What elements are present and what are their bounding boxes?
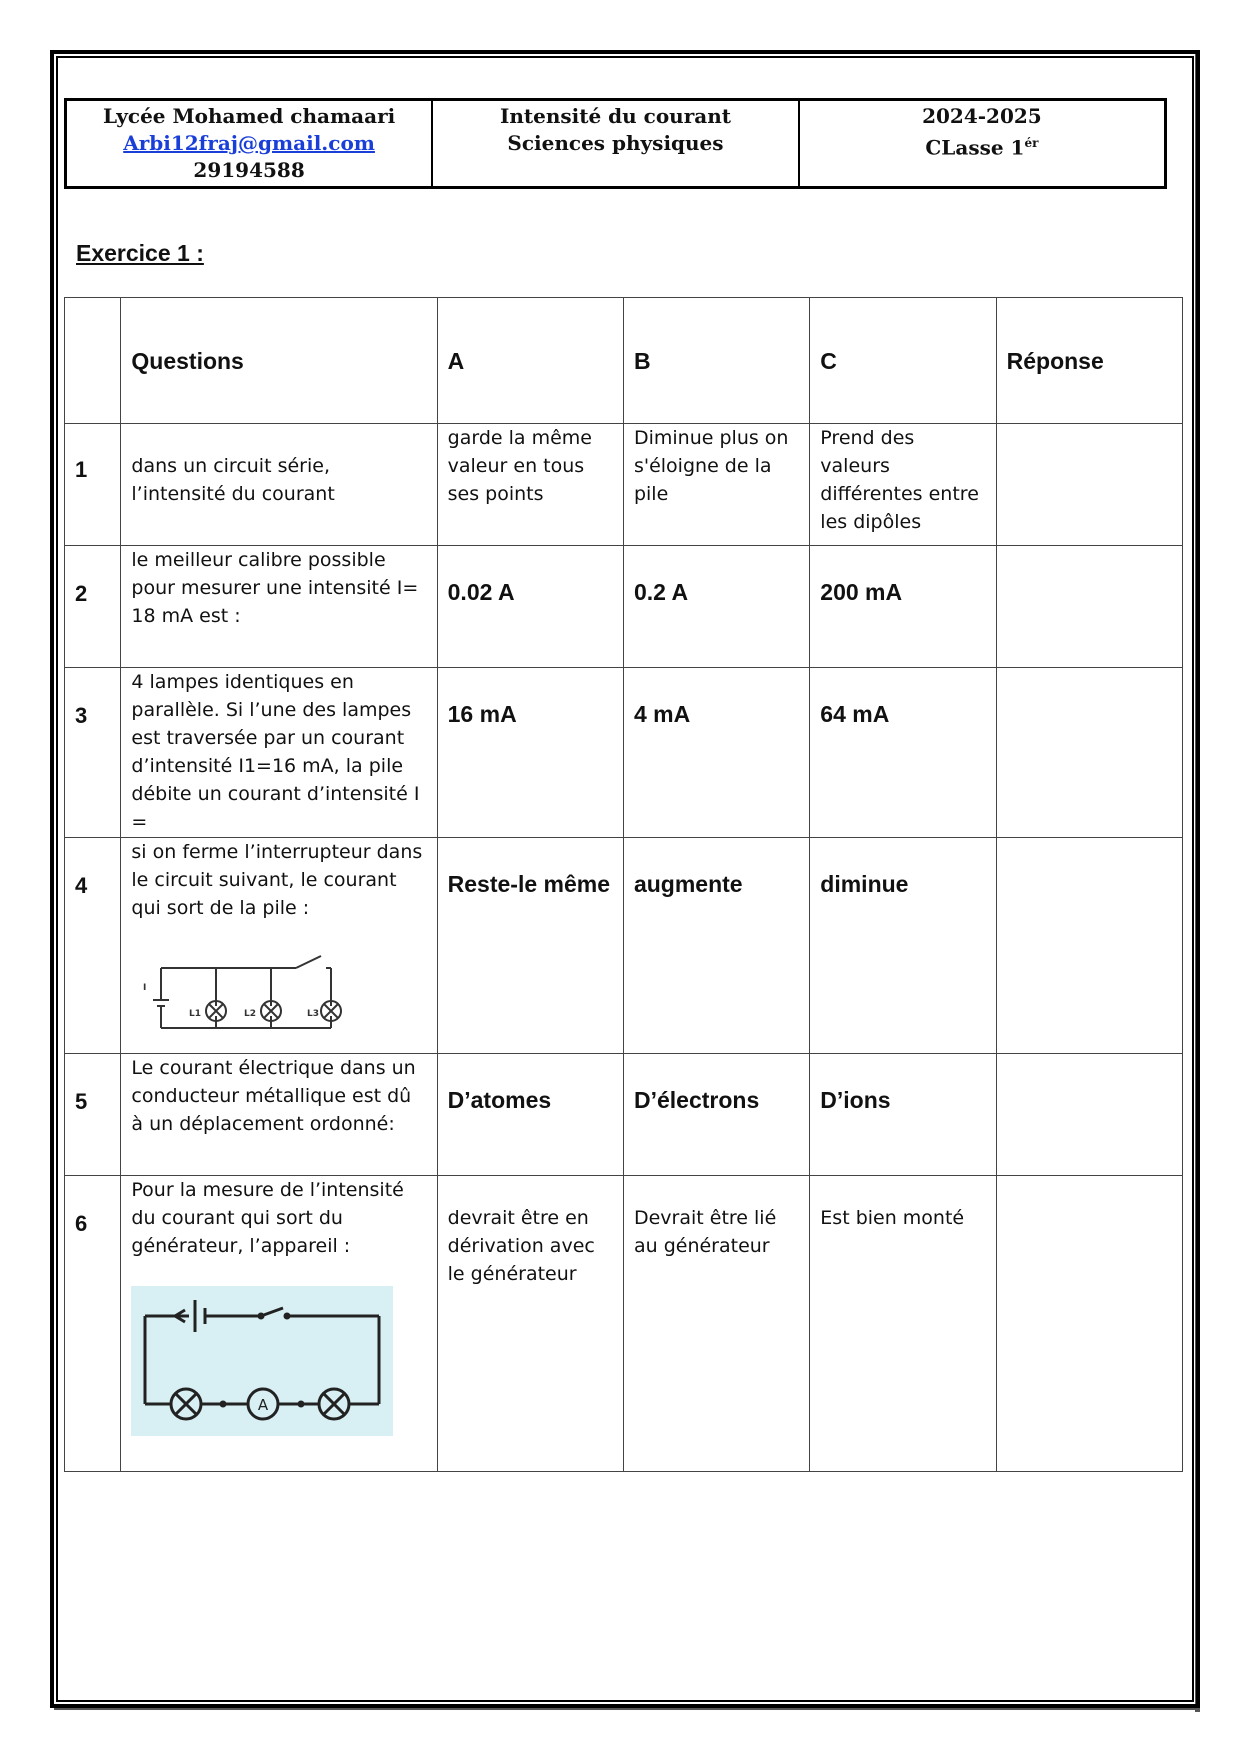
column-header-number	[65, 298, 121, 424]
table-header-row	[65, 298, 1183, 424]
answer-cell[interactable]	[996, 668, 1182, 838]
option-a[interactable]: 0.02 A	[437, 546, 623, 668]
series-ammeter-circuit-figure	[131, 1286, 393, 1436]
option-b[interactable]: 0.2 A	[623, 546, 809, 668]
question-text: si on ferme l’interrupteur dans le circuit suivant, le courant qui sort de la pile :	[131, 841, 423, 919]
table-row	[65, 668, 1183, 838]
column-header-a: A	[437, 298, 623, 424]
column-header-questions: Questions	[121, 298, 437, 424]
answer-cell[interactable]	[996, 838, 1182, 1054]
question-number: 1	[65, 424, 121, 546]
question-number: 5	[65, 1054, 121, 1176]
question-text: dans un circuit série, l’intensité du courant	[121, 424, 437, 546]
table-row	[65, 546, 1183, 668]
figure-label-l1: L1	[189, 1009, 202, 1019]
header-title-cell	[432, 100, 799, 188]
header-table	[64, 98, 1167, 189]
answer-cell[interactable]	[996, 1176, 1182, 1472]
option-a[interactable]: Reste-le même	[437, 838, 623, 1054]
school-name: Lycée Mohamed chamaari	[102, 104, 396, 128]
option-b[interactable]: Diminue plus on s'éloigne de la pile	[623, 424, 809, 546]
column-header-answer: Réponse	[996, 298, 1182, 424]
document-title: Intensité du courant	[499, 104, 731, 128]
figure-label-current: I	[143, 983, 147, 993]
exercise-title: Exercice 1 :	[76, 240, 204, 266]
column-header-c: C	[810, 298, 996, 424]
question-number: 3	[65, 668, 121, 838]
table-row	[65, 424, 1183, 546]
question-text: le meilleur calibre possible pour mesurer une intensité I= 18 mA est :	[121, 546, 437, 668]
question-cell	[121, 838, 437, 1054]
question-number: 2	[65, 546, 121, 668]
table-row	[65, 1176, 1183, 1472]
header-year-cell	[799, 100, 1166, 188]
school-year: 2024-2025	[922, 104, 1042, 128]
parallel-circuit-figure	[131, 948, 361, 1043]
column-header-b: B	[623, 298, 809, 424]
option-b[interactable]: D’électrons	[623, 1054, 809, 1176]
question-text: Le courant électrique dans un conducteur métallique est dû à un déplacement ordonné:	[121, 1054, 437, 1176]
option-b[interactable]: augmente	[623, 838, 809, 1054]
option-a[interactable]: D’atomes	[437, 1054, 623, 1176]
ammeter-label: A	[258, 1396, 269, 1414]
option-c[interactable]: Est bien monté	[810, 1176, 996, 1472]
header-school-cell	[66, 100, 433, 188]
table-row	[65, 838, 1183, 1054]
option-b[interactable]: 4 mA	[623, 668, 809, 838]
qcm-table	[64, 297, 1183, 1472]
option-c[interactable]: Prend des valeurs différentes entre les dipôles	[810, 424, 996, 546]
option-c[interactable]: 200 mA	[810, 546, 996, 668]
question-text: 4 lampes identiques en parallèle. Si l’une des lampes est traversée par un courant d’intensité I1=16 mA, la pile débite un courant d’intensité I =	[121, 668, 437, 838]
table-row	[65, 1054, 1183, 1176]
class-label-sup: ér	[1024, 136, 1039, 150]
class-label-text: CLasse 1	[925, 135, 1025, 160]
option-c[interactable]: D’ions	[810, 1054, 996, 1176]
option-b[interactable]: Devrait être lié au générateur	[623, 1176, 809, 1472]
phone-number: 29194588	[193, 158, 305, 182]
answer-cell[interactable]	[996, 1054, 1182, 1176]
subject-name: Sciences physiques	[507, 131, 724, 155]
question-text: Pour la mesure de l’intensité du courant qui sort du générateur, l’appareil :	[131, 1179, 404, 1257]
figure-label-l2: L2	[244, 1009, 257, 1019]
question-cell	[121, 1176, 437, 1472]
question-number: 4	[65, 838, 121, 1054]
option-a[interactable]: 16 mA	[437, 668, 623, 838]
answer-cell[interactable]	[996, 546, 1182, 668]
question-number: 6	[65, 1176, 121, 1472]
class-label	[804, 130, 1160, 162]
option-c[interactable]: 64 mA	[810, 668, 996, 838]
email-link[interactable]: Arbi12fraj@gmail.com	[123, 131, 375, 155]
option-c[interactable]: diminue	[810, 838, 996, 1054]
option-a[interactable]: devrait être en dérivation avec le générateur	[437, 1176, 623, 1472]
answer-cell[interactable]	[996, 424, 1182, 546]
option-a[interactable]: garde la même valeur en tous ses points	[437, 424, 623, 546]
figure-label-l3: L3	[307, 1009, 320, 1019]
